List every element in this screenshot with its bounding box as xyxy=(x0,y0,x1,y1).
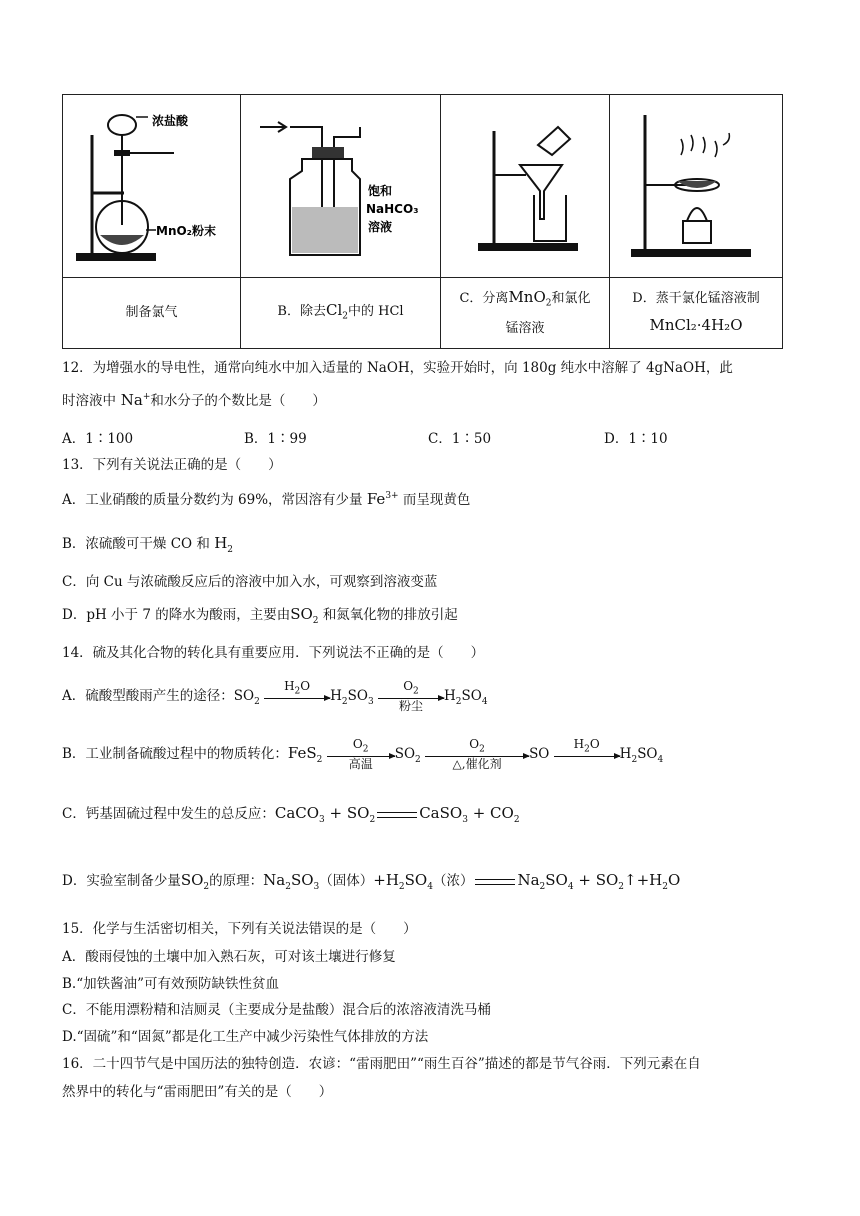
q16-line1: 16．二十四节气是中国历法的独特创造．农谚：“雷雨肥田”“雨生百谷”描述的都是节气谷雨．下列元素在自 xyxy=(62,1056,701,1072)
q12-option-d: D．1∶10 xyxy=(604,431,668,447)
caption-b: B．除去$Cl_2$中的 HCl xyxy=(241,278,441,349)
q13-option-b: B．浓硫酸可干燥 CO 和 $H_2$ xyxy=(62,534,234,555)
q14-option-d: D．实验室制备少量$SO_2$的原理：$Na_2SO_3$（固体）$+H_2SO_4$（浓） $Na_2SO_4$ + $SO_2↑+H_2O$ xyxy=(62,871,681,892)
label-solution: 溶液 xyxy=(367,220,392,234)
q13-option-c: C．向 Cu 与浓硫酸反应后的溶液中加入水，可观察到溶液变蓝 xyxy=(62,574,438,590)
caption-d: D．蒸干氯化锰溶液制 MnCl₂·4H₂O xyxy=(610,278,783,349)
apparatus-d-cell xyxy=(610,95,783,278)
q14-option-b: B．工业制备硫酸过程中的物质转化：FeS$_2$ $O_2$ 高温 $SO_2$ $O_2$ △,催化剂 SO $H_2O$ $H_2SO_4$ xyxy=(62,737,664,772)
caption-a: 制备氯气 xyxy=(63,278,241,349)
wash-bottle-figure xyxy=(242,95,440,273)
label-saturated: 饱和 xyxy=(367,184,392,198)
apparatus-b-cell xyxy=(241,95,441,278)
q13-option-a: A．工业硝酸的质量分数约为 69%，常因溶有少量 $Fe^{3+}$ 而呈现黄色 xyxy=(62,490,471,508)
filtration-figure xyxy=(442,95,609,273)
q12-line1: 12．为增强水的导电性，通常向纯水中加入适量的 NaOH，实验开始时，向 180g 纯水中溶解了 4gNaOH，此 xyxy=(62,360,733,376)
apparatus-a-cell xyxy=(63,95,241,278)
apparatus-c-cell xyxy=(441,95,610,278)
q12-option-c: C．1∶50 xyxy=(428,431,492,447)
label-nahco3: NaHCO₃ xyxy=(365,202,418,216)
label-mno2-powder: MnO₂粉末 xyxy=(155,224,216,238)
q13-stem: 13．下列有关说法正确的是（ ） xyxy=(62,457,282,473)
q12-option-a: A．1∶100 xyxy=(62,431,134,447)
q15-stem: 15．化学与生活密切相关，下列有关说法错误的是（ ） xyxy=(62,921,417,937)
q13-option-d: D．pH 小于 7 的降水为酸雨，主要由$SO_2$ 和氮氧化物的排放引起 xyxy=(62,605,458,626)
apparatus-table xyxy=(62,94,783,349)
q15-option-c: C．不能用漂粉精和洁厕灵（主要成分是盐酸）混合后的浓溶液清洗马桶 xyxy=(62,1002,491,1018)
evaporation-figure xyxy=(611,95,782,273)
chlorine-generator-figure xyxy=(64,95,240,273)
q12-line2: 时溶液中 Na+和水分子的个数比是（ ） xyxy=(62,391,326,409)
q15-option-d: D.“固硫”和“固氮”都是化工生产中减少污染性气体排放的方法 xyxy=(62,1029,429,1045)
q15-option-b: B.“加铁酱油”可有效预防缺铁性贫血 xyxy=(62,976,280,992)
q12-option-b: B．1∶99 xyxy=(244,431,307,447)
q16-line2: 然界中的转化与“雷雨肥田”有关的是（ ） xyxy=(62,1084,333,1100)
caption-c: C．分离MnO$_2$和氯化 锰溶液 xyxy=(441,278,610,349)
q14-option-a: A．硫酸型酸雨产生的途径：$SO_2$ $H_2O$ $H_2SO_3$ $O_2$ 粉尘 $H_2SO_4$ xyxy=(62,679,488,714)
q14-stem: 14．硫及其化合物的转化具有重要应用．下列说法不正确的是（ ） xyxy=(62,645,485,661)
q15-option-a: A．酸雨侵蚀的土壤中加入熟石灰，可对该土壤进行修复 xyxy=(62,949,396,965)
label-conc-hcl: 浓盐酸 xyxy=(151,114,188,128)
q14-option-c: C．钙基固硫过程中发生的总反应：CaCO$_3$ + $SO_2$ CaSO$_3$ + $CO_2$ xyxy=(62,804,520,825)
